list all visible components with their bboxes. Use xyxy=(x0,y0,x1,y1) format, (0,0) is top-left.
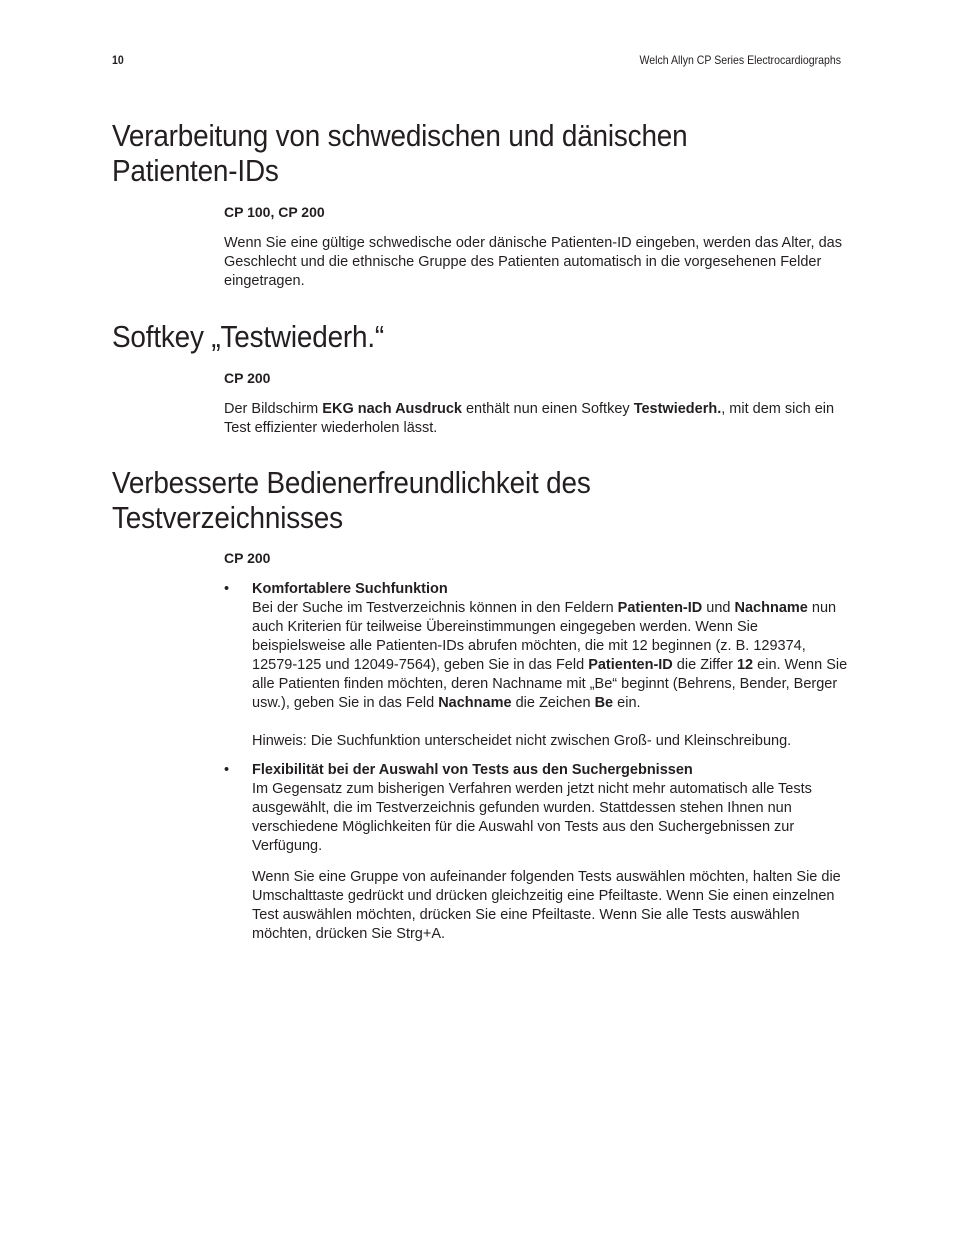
section-title-test-directory xyxy=(112,465,591,535)
section-title-swedish-danish-ids xyxy=(112,118,687,188)
bullet-marker: • xyxy=(224,762,230,778)
text-run: ein. xyxy=(613,695,641,711)
field-name: Nachname xyxy=(438,695,512,711)
bullet-item-selection xyxy=(252,761,848,944)
product-applicability: CP 200 xyxy=(224,550,271,566)
text-run: nun auch Kriterien für teilweise Übereinstimmungen eingegeben werden. Wenn Sie beispielsweise alle Patienten-IDs abrufen möchten, die mit 12 beginnen (z. B. 129374, 12579-125 und 12049-7564), geben Sie in das Feld xyxy=(252,600,837,673)
text-run: die Zeichen xyxy=(511,695,595,711)
field-name: Patienten-ID xyxy=(588,657,673,673)
text-run: und xyxy=(702,600,735,616)
bullet-marker: • xyxy=(224,581,230,597)
body-paragraph xyxy=(224,400,844,438)
product-applicability: CP 100, CP 200 xyxy=(224,204,325,220)
bullet-item-search xyxy=(252,580,848,751)
text-run: die Ziffer xyxy=(672,657,737,673)
text-run: enthält nun einen Softkey xyxy=(461,401,634,417)
input-value: Be xyxy=(594,695,614,711)
section-title-line: Testverzeichnisses xyxy=(112,500,343,535)
bullet-heading: Flexibilität bei der Auswahl von Tests aus den Suchergebnissen xyxy=(252,762,693,778)
section-title-softkey: Softkey „Testwiederh.“ xyxy=(112,319,385,354)
note: Hinweis: Die Suchfunktion unterscheidet nicht zwischen Groß- und Kleinschreibung. xyxy=(252,733,792,749)
body-paragraph: Im Gegensatz zum bisherigen Verfahren werden jetzt nicht mehr automatisch alle Tests ausgewählt, die im Testverzeichnis gefunden wurden. Stattdessen stehen Ihnen nun verschiedene Möglichkeiten für die Auswahl von Tests aus den Suchergebnissen zur Verfügung. xyxy=(252,781,812,854)
text-run: Bei der Suche im Testverzeichnis können in den Feldern xyxy=(252,600,618,616)
text-run: Der Bildschirm xyxy=(224,401,323,417)
section-title-line: Verarbeitung von schwedischen und dänischen xyxy=(112,118,688,153)
text-run: ein. Wenn Sie alle Patienten finden möchten, deren Nachname mit „Be“ beginnt (Behrens, Bender, Berger usw.), geben Sie in das Feld xyxy=(252,657,848,711)
body-paragraph: Wenn Sie eine gültige schwedische oder dänische Patienten-ID eingeben, werden das Alter, das Geschlecht und die ethnische Gruppe des Patienten automatisch in die vorgesehenen Felder eingetragen. xyxy=(224,235,842,289)
product-applicability: CP 200 xyxy=(224,370,271,386)
text-run: , mit dem sich ein Test effizienter wiederholen lässt. xyxy=(224,401,835,436)
running-head: Welch Allyn CP Series Electrocardiographs xyxy=(639,53,841,67)
section-title-line: Verbesserte Bedienerfreundlichkeit des xyxy=(112,465,591,500)
bullet-heading: Komfortablere Suchfunktion xyxy=(252,581,448,597)
ui-term-softkey: Testwiederh. xyxy=(633,401,722,417)
field-name: Nachname xyxy=(734,600,808,616)
ui-term-screen: EKG nach Ausdruck xyxy=(322,401,462,417)
field-name: Patienten-ID xyxy=(617,600,703,616)
body-paragraph: Wenn Sie eine Gruppe von aufeinander folgenden Tests auswählen möchten, halten Sie die Umschalttaste gedrückt und drücken gleichzeitig eine Pfeiltaste. Wenn Sie einen einzelnen Test auswählen möchten, drücken Sie eine Pfeiltaste. Wenn Sie alle Tests auswählen möchten, drücken Sie Strg+A. xyxy=(252,869,841,942)
page-number: 10 xyxy=(112,53,124,67)
section-title-line: Patienten-IDs xyxy=(112,153,279,188)
input-value: 12 xyxy=(736,657,754,673)
